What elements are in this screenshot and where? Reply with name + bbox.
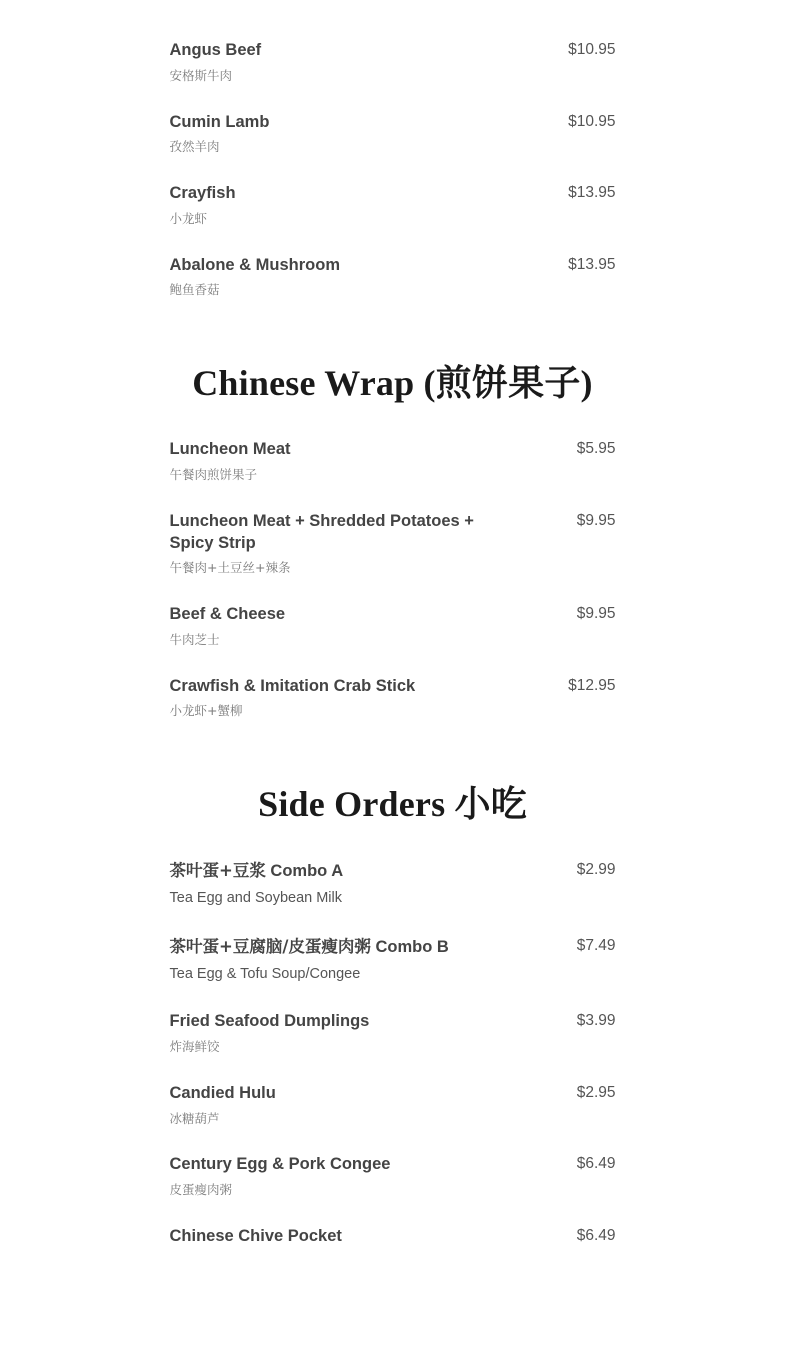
menu-item-price: $13.95: [568, 184, 616, 202]
menu-item-name: Abalone & Mushroom: [169, 255, 341, 274]
menu-item-name-cjk: 冰糖葫芦: [169, 1110, 220, 1126]
menu-item-price: $2.99: [576, 861, 616, 879]
menu-item-description: Tea Egg & Tofu Soup/Congee: [169, 965, 361, 982]
menu-item-name-cjk: 牛肉芝士: [169, 631, 220, 647]
menu-item[interactable]: [170, 112, 616, 158]
menu-item-price: $10.95: [568, 41, 616, 58]
menu-item[interactable]: [170, 604, 616, 650]
menu-item-name-cjk: 小龙虾: [169, 210, 208, 226]
section-heading-cjk: 煎饼果子: [435, 363, 581, 405]
menu-item-name: Fried Seafood Dumplings: [169, 1012, 370, 1031]
menu-item-name-cjk: 皮蛋瘦肉粥: [169, 1182, 233, 1198]
menu-item-name: Luncheon Meat: [169, 440, 291, 459]
section-heading-chinese-wrap: [170, 362, 616, 405]
menu-item-info: [170, 676, 416, 722]
menu-item-price: $9.95: [576, 511, 616, 529]
menu-item-name: Candied Hulu: [169, 1083, 276, 1102]
menu-item-name: Beef & Cheese: [169, 605, 286, 624]
menu-item-name: Century Egg & Pork Congee: [169, 1155, 391, 1174]
section-heading-latin: Chinese Wrap (: [192, 363, 436, 404]
menu-item-name: Crayfish: [169, 184, 236, 203]
menu-item-price: $6.49: [576, 1226, 616, 1244]
menu-item-name-cjk: 午餐肉煎饼果子: [169, 467, 258, 483]
menu-item[interactable]: [170, 1083, 616, 1129]
menu-item-name-cjk: 午餐肉+土豆丝+辣条: [169, 560, 291, 576]
menu-section-skewers: [170, 40, 616, 300]
menu-item[interactable]: [170, 1011, 616, 1057]
section-heading-latin: Side Orders: [258, 784, 455, 825]
menu-item-name: Cumin Lamb: [169, 112, 270, 131]
menu-item[interactable]: [170, 40, 616, 86]
menu-item[interactable]: [170, 936, 616, 986]
menu-item-info: [170, 40, 262, 86]
menu-item-info: [170, 936, 449, 986]
section-heading-tail: ): [580, 363, 593, 404]
menu-item[interactable]: [170, 1154, 616, 1200]
menu-item[interactable]: [170, 255, 616, 301]
menu-item-price: $5.95: [576, 440, 616, 458]
menu-item[interactable]: [170, 183, 616, 229]
menu-item-name: [170, 936, 449, 959]
menu-item-name-cjk: 小龙虾+蟹柳: [169, 703, 243, 719]
menu-item-info: [170, 604, 286, 650]
menu-item-price: $13.95: [568, 255, 616, 273]
menu-item-name-cjk: 鲍鱼香菇: [169, 282, 220, 298]
menu-content: [170, 0, 616, 1248]
menu-item-name-cjk: 炸海鲜饺: [169, 1039, 220, 1055]
menu-item-info: [170, 112, 270, 158]
menu-item-name: Angus Beef: [169, 41, 262, 59]
menu-item[interactable]: [170, 511, 616, 578]
menu-item-name: Chinese Chive Pocket: [169, 1226, 342, 1245]
menu-section-side-orders: [170, 860, 616, 1247]
menu-item[interactable]: [170, 676, 616, 722]
menu-item-price: $6.49: [576, 1155, 616, 1173]
menu-item-info: [170, 1083, 276, 1129]
menu-item-name: Crawfish & Imitation Crab Stick: [169, 676, 416, 695]
top-spacer: [170, 24, 616, 40]
menu-item-price: $9.95: [576, 605, 616, 623]
menu-item-price: $2.95: [576, 1083, 616, 1101]
menu-item-name: Luncheon Meat + Shredded Potatoes + Spicy Strip: [169, 511, 474, 552]
menu-item-info: [170, 255, 341, 301]
menu-item[interactable]: [170, 860, 616, 910]
menu-item-price: $10.95: [568, 112, 616, 130]
menu-item-info: [170, 183, 236, 229]
menu-item-info: [170, 1154, 391, 1200]
menu-item-name-cjk-prefix: 茶叶蛋+豆腐脑/皮蛋瘦肉粥: [169, 936, 371, 956]
menu-item-info: [170, 860, 344, 910]
menu-item-price: $3.99: [576, 1012, 616, 1030]
menu-item-name-en: Combo B: [370, 937, 449, 956]
menu-item-info: [170, 439, 291, 485]
menu-item-price: $12.95: [568, 676, 616, 694]
menu-item-info: [170, 511, 515, 578]
menu-item-name-en: Combo A: [265, 862, 344, 881]
menu-item-description: Tea Egg and Soybean Milk: [169, 890, 342, 907]
menu-item-name: [170, 860, 344, 883]
menu-item-price: $7.49: [576, 936, 616, 954]
section-heading-cjk: 小吃: [454, 784, 527, 826]
menu-item-info: [170, 1011, 370, 1057]
menu-item[interactable]: [170, 439, 616, 485]
menu-item-name-cjk: 安格斯牛肉: [169, 67, 233, 83]
menu-item-info: [170, 1226, 342, 1248]
section-heading-side-orders: [170, 783, 616, 826]
menu-item-name-cjk: 孜然羊肉: [169, 139, 220, 155]
menu-section-chinese-wrap: [170, 439, 616, 721]
menu-item-name-cjk-prefix: 茶叶蛋+豆浆: [169, 861, 266, 881]
menu-item[interactable]: [170, 1226, 616, 1248]
